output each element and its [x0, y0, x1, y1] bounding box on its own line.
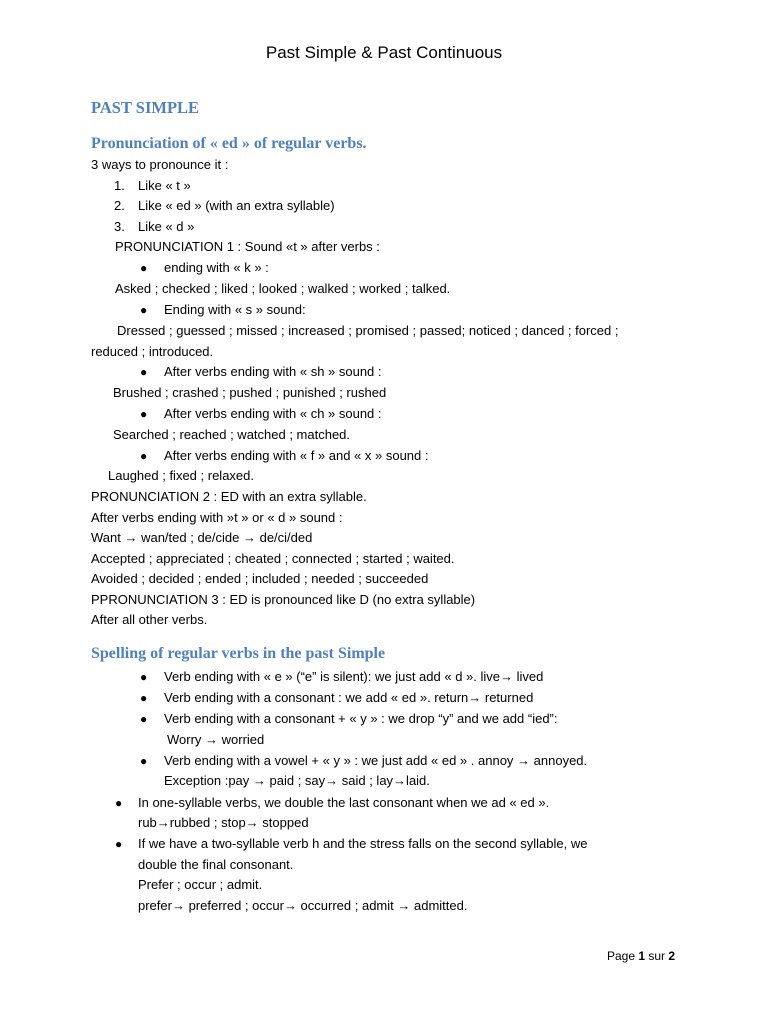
- page-sur: sur: [645, 949, 669, 963]
- example-text: Avoided ; decided ; ended ; included ; needed ; succeeded: [91, 571, 429, 586]
- paragraph: After all other verbs.: [91, 612, 208, 627]
- list-item: In one-syllable verbs, we double the last consonant when we ad « ed ».: [138, 795, 550, 810]
- bullet-icon: ●: [140, 303, 148, 317]
- list-item: If we have a two-syllable verb h and the stress falls on the second syllable, we: [138, 836, 588, 851]
- bullet-icon: ●: [140, 261, 148, 275]
- example-text: Brushed ; crashed ; pushed ; punished ; rushed: [113, 385, 387, 400]
- paragraph: After verbs ending with »t » or « d » sound :: [91, 510, 343, 525]
- list-item-continuation: double the final consonant.: [138, 857, 294, 872]
- list-item: Like « t »: [138, 178, 191, 193]
- example-text: Searched ; reached ; watched ; matched.: [113, 427, 351, 442]
- list-item: Like « d »: [138, 219, 195, 234]
- example-text: rub→rubbed ; stop→ stopped: [138, 815, 309, 830]
- list-item: Verb ending with a consonant : we add « ed ». return→ returned: [164, 690, 534, 705]
- example-text: Exception :pay → paid ; say→ said ; lay→laid.: [164, 773, 430, 788]
- bullet-icon: ●: [140, 712, 148, 726]
- list-number: 1.: [114, 178, 125, 193]
- page-current: 1: [638, 949, 646, 963]
- list-item: Like « ed » (with an extra syllable): [138, 198, 335, 213]
- intro-text: 3 ways to pronounce it :: [91, 157, 229, 172]
- heading-spelling: Spelling of regular verbs in the past Simple: [91, 645, 386, 662]
- bullet-icon: ●: [140, 449, 148, 463]
- list-number: 2.: [114, 198, 125, 213]
- example-text: Asked ; checked ; liked ; looked ; walked ; worked ; talked.: [115, 281, 451, 296]
- bullet-icon: ●: [115, 796, 123, 810]
- heading-pronunciation: Pronunciation of « ed » of regular verbs.: [91, 135, 367, 152]
- page-label: Page: [607, 949, 639, 963]
- list-item: Ending with « s » sound:: [164, 302, 306, 317]
- example-text: Accepted ; appreciated ; cheated ; connected ; started ; waited.: [91, 551, 455, 566]
- document-title: Past Simple & Past Continuous: [265, 43, 503, 62]
- example-text: Worry → worried: [167, 732, 265, 747]
- bullet-icon: ●: [115, 837, 123, 851]
- pronunciation-1-title: PRONUNCIATION 1 : Sound «t » after verbs :: [115, 239, 380, 254]
- list-item: ending with « k » :: [164, 260, 269, 275]
- bullet-icon: ●: [140, 365, 148, 379]
- pronunciation-2-title: PRONUNCIATION 2 : ED with an extra syllable.: [91, 489, 367, 504]
- list-item: After verbs ending with « ch » sound :: [164, 406, 382, 421]
- list-number: 3.: [114, 219, 125, 234]
- page-footer: [607, 948, 675, 964]
- list-item: Verb ending with « e » (“e” is silent): we just add « d ». live→ lived: [164, 669, 544, 684]
- list-item: After verbs ending with « f » and « x » sound :: [164, 448, 429, 463]
- list-item: Verb ending with a vowel + « y » : we just add « ed » . annoy → annoyed.: [164, 753, 588, 768]
- pronunciation-3-title: PPRONUNCIATION 3 : ED is pronounced like D (no extra syllable): [91, 592, 476, 607]
- example-text: prefer→ preferred ; occur→ occurred ; admit → admitted.: [138, 898, 468, 913]
- example-text: Want → wan/ted ; de/cide → de/ci/ded: [91, 530, 313, 545]
- bullet-icon: ●: [140, 691, 148, 705]
- example-text: Dressed ; guessed ; missed ; increased ; promised ; passed; noticed ; danced ; forced ;: [117, 323, 619, 338]
- example-text: reduced ; introduced.: [91, 344, 214, 359]
- bullet-icon: ●: [140, 670, 148, 684]
- list-item: After verbs ending with « sh » sound :: [164, 364, 382, 379]
- heading-past-simple: PAST SIMPLE: [91, 98, 200, 117]
- example-text: Laughed ; fixed ; relaxed.: [108, 468, 254, 483]
- example-text: Prefer ; occur ; admit.: [138, 877, 263, 892]
- list-item: Verb ending with a consonant + « y » : we drop “y” and we add “ied”:: [164, 711, 558, 726]
- page-total: 2: [668, 949, 676, 963]
- bullet-icon: ●: [140, 407, 148, 421]
- bullet-icon: ●: [140, 754, 148, 768]
